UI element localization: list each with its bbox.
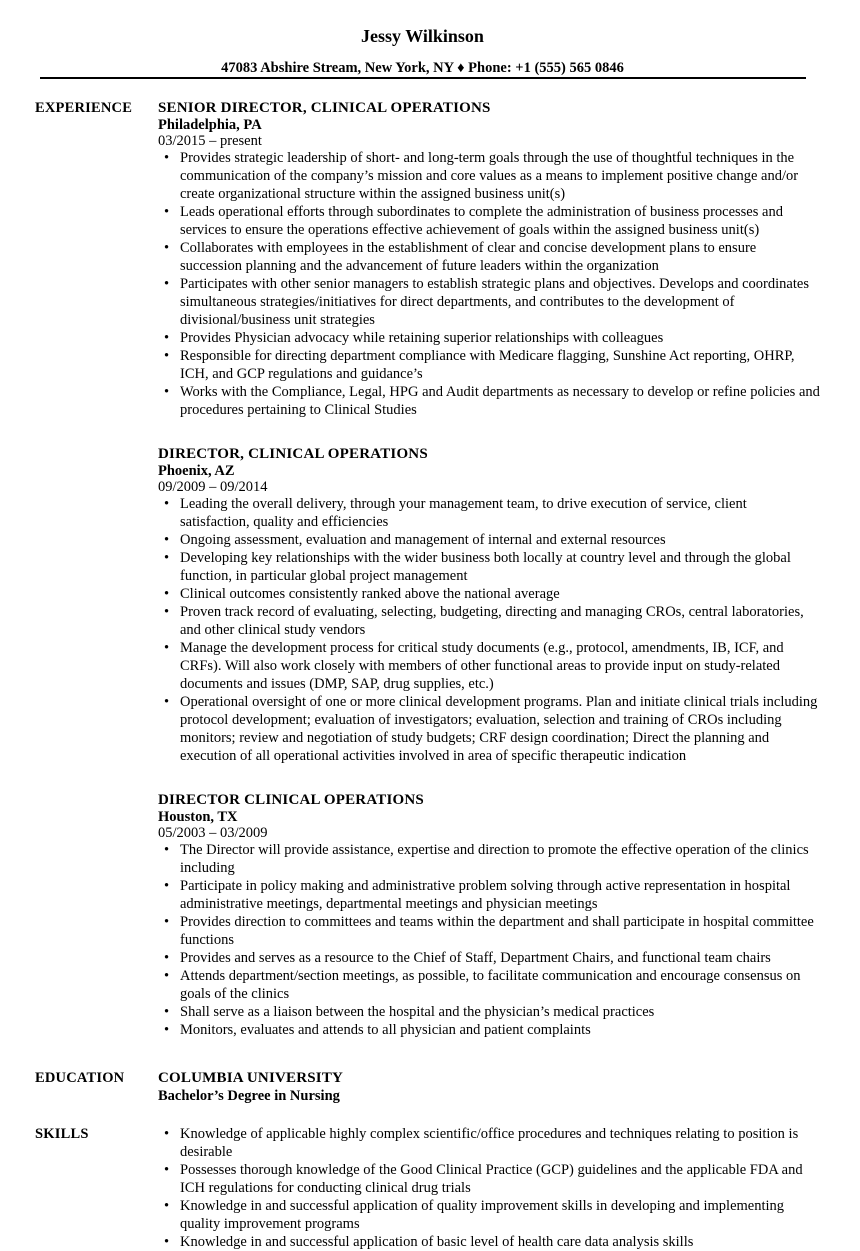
bullet-icon: • [164,1022,170,1038]
bullet-icon: • [164,204,170,220]
bullet-icon: • [164,496,170,512]
bullet-icon: • [164,330,170,346]
bullet-item [158,1233,820,1251]
bullet-text: Monitors, evaluates and attends to all physician and patient complaints [180,1022,591,1038]
job-dates: 03/2015 – present [158,133,262,149]
job-location: Houston, TX [158,809,238,825]
bullet-icon: • [164,968,170,984]
bullet-text: Knowledge of applicable highly complex scientific/office procedures and techniques relating to position is desirable [180,1126,799,1160]
bullet-item [158,1125,820,1161]
bullet-text: Attends department/section meetings, as possible, to facilitate communication and encourage consensus on goals of the clinics [180,968,801,1002]
bullet-text: Works with the Compliance, Legal, HPG and Audit departments as necessary to develop or refine policies and procedures pertaining to Clinical Studies [180,384,820,418]
bullet-text: Ongoing assessment, evaluation and management of internal and external resources [180,532,666,548]
skills-bullet-list [158,1125,818,1251]
bullet-item [158,877,820,913]
degree: Bachelor’s Degree in Nursing [158,1088,340,1104]
bullet-icon: • [164,1162,170,1178]
bullet-item [158,585,820,603]
header-divider [40,77,806,79]
bullet-text: Possesses thorough knowledge of the Good Clinical Practice (GCP) guidelines and the applicable FDA and ICH regulations for conducting clinical drug trials [180,1162,803,1196]
job-entry [158,445,818,765]
bullet-text: Operational oversight of one or more clinical development programs. Plan and initiate clinical trials including protocol development; evaluation of investigators; evaluation, selection and training of CROs including monitors; review and negotiation of study budgets; CRF design coordination; Direct the planning and execution of all operational activities involved in area of specific therapeutic indication [180,694,818,764]
bullet-text: Developing key relationships with the wider business both locally at country level and through the global function, in particular global project management [180,550,791,584]
bullet-item [158,149,820,203]
bullet-icon: • [164,550,170,566]
bullet-text: Collaborates with employees in the establishment of clear and concise development plans to ensure succession planning and the advancement of future leaders within the organization [180,240,757,274]
bullet-icon: • [164,842,170,858]
bullet-item [158,549,820,585]
bullet-text: Responsible for directing department compliance with Medicare flagging, Sunshine Act reporting, OHRP, ICH, and GCP regulations and guidance’s [180,348,795,382]
bullet-text: Leading the overall delivery, through your management team, to drive execution of service, client satisfaction, quality and efficiencies [180,496,747,530]
job-bullet-list [158,841,818,1039]
section-label-skills: SKILLS [35,1126,89,1142]
bullet-icon: • [164,1126,170,1142]
bullet-item [158,1003,820,1021]
bullet-icon: • [164,532,170,548]
bullet-text: Knowledge in and successful application of quality improvement skills in developing and implementing quality improvement programs [180,1198,785,1232]
job-bullet-list [158,495,818,765]
bullet-item [158,1021,820,1039]
section-label-experience: EXPERIENCE [35,100,133,116]
job-bullet-list [158,149,818,419]
job-title: DIRECTOR CLINICAL OPERATIONS [158,792,424,808]
job-entry [158,99,818,419]
bullet-text: Provides strategic leadership of short- and long-term goals through the use of thoughtful techniques in the communication of the company’s mission and core values as a means to implement positive change and/or create organizational structure within the assigned business unit(s) [180,150,799,202]
bullet-icon: • [164,1004,170,1020]
bullet-text: Clinical outcomes consistently ranked above the national average [180,586,560,602]
bullet-icon: • [164,950,170,966]
bullet-icon: • [164,878,170,894]
bullet-item [158,693,820,765]
bullet-text: Participates with other senior managers to establish strategic plans and objectives. Develops and coordinates simultaneous strategies/initiatives for direct departments, and contributes to the development of divisional/business unit strategies [180,276,809,328]
bullet-item [158,347,820,383]
bullet-icon: • [164,1198,170,1214]
job-title: DIRECTOR, CLINICAL OPERATIONS [158,446,428,462]
bullet-item [158,383,820,419]
bullet-text: Provides and serves as a resource to the Chief of Staff, Department Chairs, and functional team chairs [180,950,771,966]
school-name: COLUMBIA UNIVERSITY [158,1070,344,1086]
bullet-item [158,531,820,549]
job-dates: 09/2009 – 09/2014 [158,479,268,495]
bullet-icon: • [164,276,170,292]
bullet-item [158,603,820,639]
bullet-item [158,239,820,275]
job-location: Phoenix, AZ [158,463,235,479]
bullet-text: Provides direction to committees and teams within the department and shall participate in hospital committee functions [180,914,814,948]
job-location: Philadelphia, PA [158,117,262,133]
bullet-icon: • [164,586,170,602]
bullet-item [158,203,820,239]
education-entry [158,1069,818,1105]
bullet-item [158,275,820,329]
candidate-name: Jessy Wilkinson [361,26,484,46]
job-title: SENIOR DIRECTOR, CLINICAL OPERATIONS [158,100,491,116]
bullet-text: Manage the development process for critical study documents (e.g., protocol, amendments, IB, ICF, and CRFs). Will also work closely with members of other functional areas to provide input on study-related documents and issues (DMP, SAP, drug supplies, etc.) [180,640,784,692]
skills-entry [158,1125,818,1251]
bullet-text: Leads operational efforts through subordinates to complete the administration of business processes and services to ensure the operations effective achievement of goals within the assigned business unit(s) [180,204,783,238]
bullet-icon: • [164,348,170,364]
bullet-text: Proven track record of evaluating, selecting, budgeting, directing and managing CROs, central laboratories, and other clinical study vendors [180,604,804,638]
bullet-item [158,639,820,693]
bullet-item [158,913,820,949]
contact-line: 47083 Abshire Stream, New York, NY ♦ Phone: +1 (555) 565 0846 [221,60,624,76]
bullet-icon: • [164,604,170,620]
bullet-icon: • [164,1234,170,1250]
bullet-text: Knowledge in and successful application of basic level of health care data analysis skills [180,1234,694,1250]
section-label-education: EDUCATION [35,1070,125,1086]
bullet-item [158,495,820,531]
bullet-icon: • [164,694,170,710]
bullet-icon: • [164,640,170,656]
bullet-icon: • [164,914,170,930]
bullet-icon: • [164,150,170,166]
bullet-item [158,967,820,1003]
bullet-text: Shall serve as a liaison between the hospital and the physician’s medical practices [180,1004,655,1020]
bullet-item [158,1161,820,1197]
bullet-text: Participate in policy making and administrative problem solving through active representation in hospital administrative meetings, departmental meetings and physician meetings [180,878,791,912]
bullet-item [158,329,820,347]
job-entry [158,791,818,1039]
bullet-text: The Director will provide assistance, expertise and direction to promote the effective operation of the clinics including [180,842,809,876]
bullet-icon: • [164,384,170,400]
bullet-text: Provides Physician advocacy while retaining superior relationships with colleagues [180,330,664,346]
bullet-item [158,949,820,967]
bullet-icon: • [164,240,170,256]
bullet-item [158,841,820,877]
job-dates: 05/2003 – 03/2009 [158,825,268,841]
bullet-item [158,1197,820,1233]
